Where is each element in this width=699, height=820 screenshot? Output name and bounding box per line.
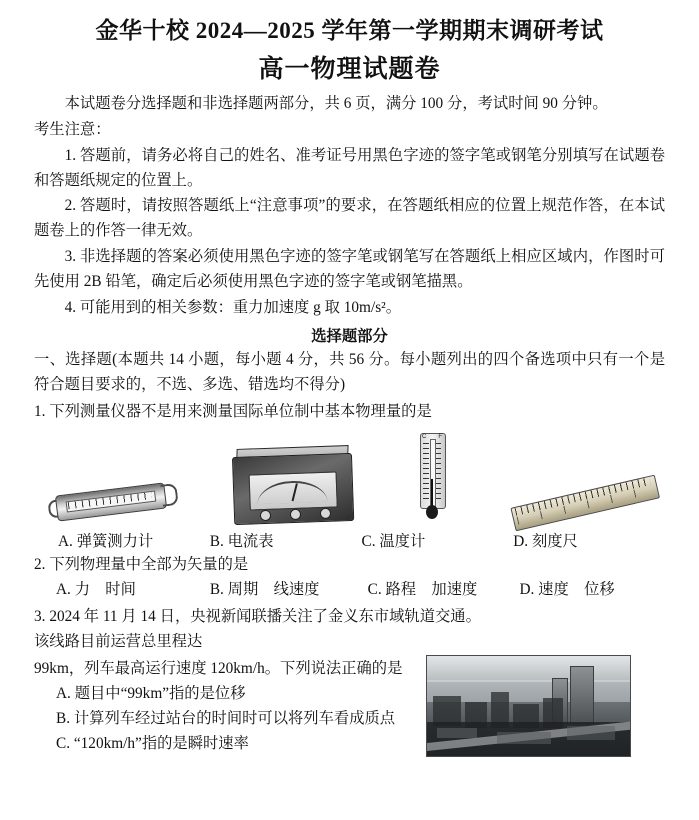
figure-thermometer	[412, 433, 452, 525]
question-3-options	[34, 682, 486, 756]
question-3-option-a[interactable]: A. 题目中“99km”指的是位移	[56, 685, 246, 703]
question-2-options	[34, 578, 665, 603]
thermometer-unit-c: C	[422, 433, 427, 440]
thermometer-unit-f: F	[438, 433, 442, 440]
question-3-number: 3.	[34, 608, 46, 626]
intro-line: 本试题卷分选择题和非选择题两部分，共 6 页，满分 100 分，考试时间 90 分钟。	[64, 95, 608, 113]
question-3-text-1: 2024 年 11 月 14 日，央视新闻联播关注了金义东市域轨道交通。该线路目前运营总里程达	[34, 608, 481, 650]
question-2-number: 2.	[34, 555, 46, 573]
question-1-figures	[34, 425, 665, 525]
question-2-text: 下列物理量中全部为矢量的是	[49, 555, 249, 573]
section-instruction: 一、选择题(本题共 14 小题，每小题 4 分，共 56 分。每小题列出的四个备选项中只有一个是符合题目要求的，不选、多选、错选均不得分)	[34, 351, 665, 394]
spring-scale-icon	[46, 471, 177, 532]
question-1-option-d[interactable]: D. 刻度尺	[513, 532, 578, 550]
question-1-option-b[interactable]: B. 电流表	[209, 532, 274, 550]
notice-item-2: 2. 答题时，请按照答题纸上“注意事项”的要求，在答题纸相应的位置上规范作答，在本试题卷上的作答一律无效。	[34, 197, 665, 240]
question-3-stem-line-2: 99km，列车最高运行速度 120km/h。下列说法正确的是	[34, 659, 403, 677]
question-3-photo	[426, 655, 631, 757]
question-1-options	[34, 529, 665, 551]
question-2-option-d[interactable]: D. 速度 位移	[519, 581, 615, 599]
question-1-option-c[interactable]: C. 温度计	[361, 532, 426, 550]
question-3-block	[34, 605, 665, 757]
question-2-option-c[interactable]: C. 路程 加速度	[367, 581, 478, 599]
notice-item-1: 1. 答题前，请务必将自己的姓名、准考证号用黑色字迹的签字笔或钢笔分别填写在试题卷和答题纸规定的位置上。	[34, 146, 665, 189]
section-title: 选择题部分	[311, 328, 388, 346]
question-2-option-a[interactable]: A. 力 时间	[56, 581, 136, 599]
page-title: 金华十校 2024—2025 学年第一学期期末调研考试	[95, 18, 604, 43]
question-3-option-c[interactable]: C. “120km/h”指的是瞬时速率	[56, 734, 249, 752]
question-3-option-b[interactable]: B. 计算列车经过站台的时间时可以将列车看成质点	[56, 710, 396, 728]
question-3-text-column	[34, 605, 486, 757]
notice-item-4: 4. 可能用到的相关参数：重力加速度 g 取 10m/s²。	[64, 298, 402, 316]
question-3-stem-line-1	[34, 605, 486, 655]
notice-heading: 考生注意：	[34, 121, 111, 139]
page-subtitle: 高一物理试题卷	[258, 55, 441, 83]
figure-ruler	[511, 479, 659, 525]
question-2-stem	[34, 553, 665, 578]
question-1-text: 下列测量仪器不是用来测量国际单位制中基本物理量的是	[49, 402, 432, 420]
notice-item-3: 3. 非选择题的答案必须使用黑色字迹的签字笔或钢笔写在答题纸上相应区域内，作图时可先使用 2B 铅笔，确定后必须使用黑色字迹的签字笔或钢笔描黑。	[34, 247, 665, 290]
thermometer-icon	[412, 433, 452, 525]
ammeter-icon	[232, 445, 355, 527]
question-1-stem	[34, 400, 665, 425]
figure-spring-scale	[48, 479, 174, 525]
question-1-number: 1.	[34, 402, 46, 420]
figure-ammeter	[233, 447, 353, 525]
question-2-option-b[interactable]: B. 周期 线速度	[209, 581, 320, 599]
question-1-option-a[interactable]: A. 弹簧测力计	[58, 532, 154, 550]
